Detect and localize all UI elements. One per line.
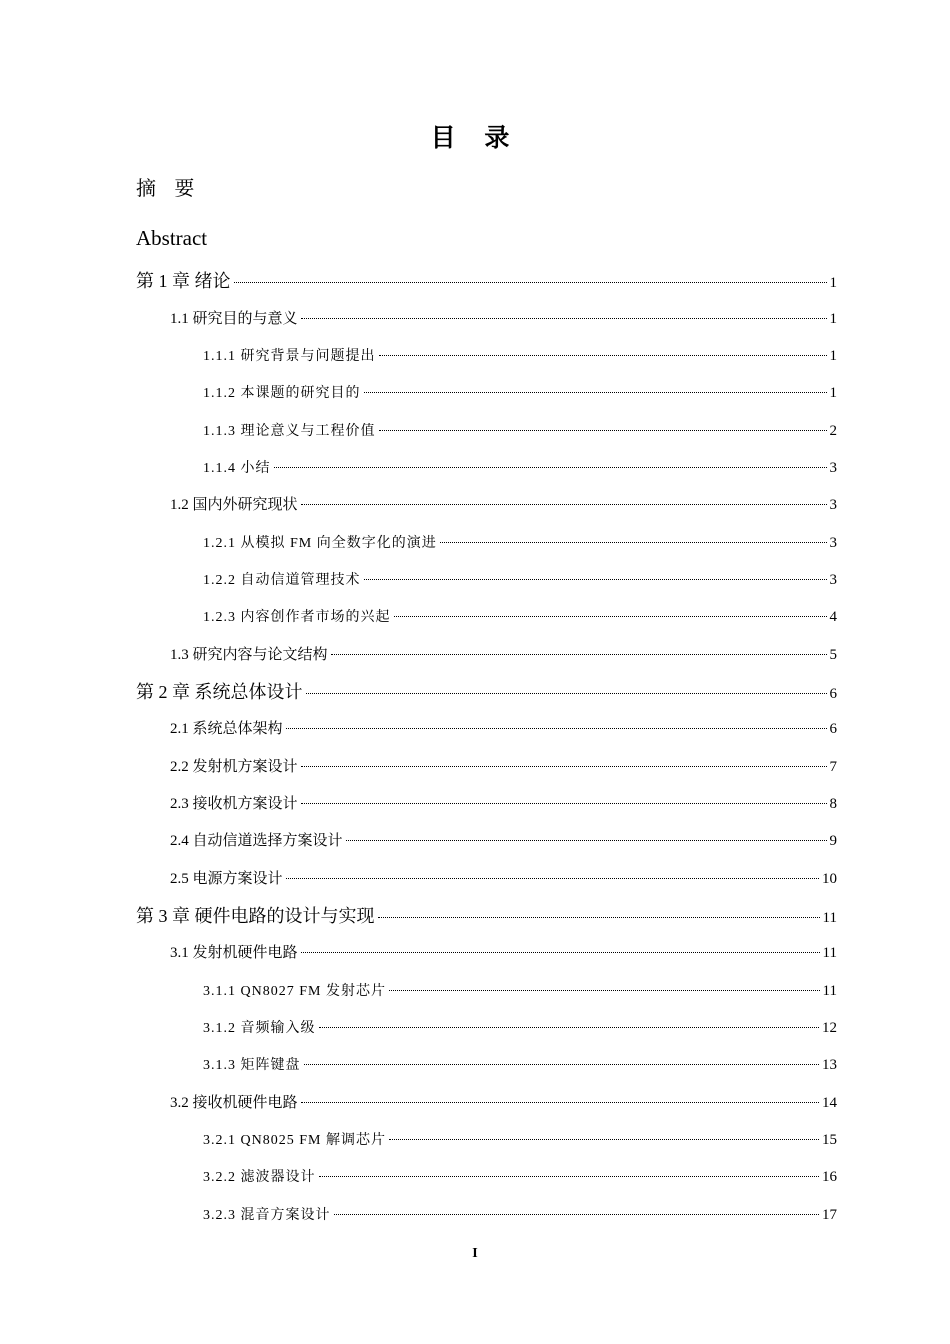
toc-entry-text: 第 2 章 系统总体设计 [136,682,303,702]
footer-page-number: I [472,1246,478,1261]
toc-entry-page: 13 [822,1057,837,1073]
toc-entry-3-1-2[interactable] [203,1014,837,1042]
toc-entry-page: 9 [829,833,837,849]
toc-entry-text: 2.5 电源方案设计 [170,871,283,887]
toc-abstract-cn: 摘 要 [136,176,201,200]
dot-leader [306,693,827,694]
toc-entry-page: 11 [822,910,837,926]
toc-entry-text: 1.3 研究内容与论文结构 [170,647,328,663]
toc-entry-page: 7 [829,759,837,775]
dot-leader [379,430,827,431]
dot-leader [319,1176,820,1177]
toc-entry-1-1-2[interactable] [203,379,837,407]
toc-entry-3-1-3[interactable] [203,1051,837,1079]
toc-entry-text: 2.3 接收机方案设计 [170,796,298,812]
toc-entry-3-2-1[interactable] [203,1126,837,1154]
toc-entry-1-1-4[interactable] [203,454,837,482]
dot-leader [389,990,820,991]
toc-entry-page: 1 [829,385,837,401]
toc-entry-text: 1.1.3 理论意义与工程价值 [203,424,376,439]
toc-entry-page: 3 [829,497,837,513]
toc-entry-page: 1 [829,275,837,291]
toc-entry-3-2[interactable] [170,1089,837,1117]
toc-entry-2-1[interactable] [170,715,837,743]
toc-entry-page: 16 [822,1169,837,1185]
dot-leader [331,654,827,655]
dot-leader [301,318,827,319]
toc-entry-1-2[interactable] [170,491,837,519]
toc-entry-page: 14 [822,1095,837,1111]
toc-entry-page: 3 [829,460,837,476]
dot-leader [301,952,820,953]
dot-leader [364,392,827,393]
dot-leader [389,1139,819,1140]
toc-entry-2-4[interactable] [170,827,837,855]
dot-leader [234,282,827,283]
dot-leader [301,504,827,505]
toc-entry-text: 3.2.2 滤波器设计 [203,1170,316,1185]
toc-title: 目 录 [430,123,520,152]
toc-entry-1-2-1[interactable] [203,529,837,557]
dot-leader [286,878,819,879]
toc-entry-page: 6 [829,721,837,737]
toc-entry-page: 11 [822,945,837,961]
toc-entry-text: 3.1.3 矩阵键盘 [203,1058,301,1073]
toc-entry-text: 1.2 国内外研究现状 [170,497,298,513]
toc-entry-text: 2.2 发射机方案设计 [170,759,298,775]
dot-leader [319,1027,820,1028]
toc-entry-2-2[interactable] [170,753,837,781]
toc-entry-1-2-3[interactable] [203,603,837,631]
toc-entry-page: 10 [822,871,837,887]
toc-entry-page: 1 [829,348,837,364]
toc-entry-page: 8 [829,796,837,812]
toc-entry-3-2-3[interactable] [203,1201,837,1229]
toc-entry-2-3[interactable] [170,790,837,818]
toc-entry-3-1-1[interactable] [203,977,837,1005]
toc-entry-1-1[interactable] [170,305,837,333]
toc-entry-3-2-2[interactable] [203,1163,837,1191]
toc-entry-text: 第 3 章 硬件电路的设计与实现 [136,906,375,926]
dot-leader [286,728,827,729]
toc-entry-text: 3.2.1 QN8025 FM 解调芯片 [203,1133,386,1148]
toc-entry-1-2-2[interactable] [203,566,837,594]
toc-entry-page: 6 [829,686,837,702]
toc-entry-text: 1.1.4 小结 [203,461,271,476]
dot-leader [301,766,827,767]
toc-entry-text: 1.1.2 本课题的研究目的 [203,386,361,401]
dot-leader [394,616,827,617]
toc-entry-text: 3.2.3 混音方案设计 [203,1208,331,1223]
toc-entry-text: 1.1 研究目的与意义 [170,311,298,327]
toc-entry-1-3[interactable] [170,641,837,669]
toc-entry-ch2[interactable] [136,678,837,706]
toc-entry-text: 3.1 发射机硬件电路 [170,945,298,961]
toc-entry-page: 11 [822,983,837,999]
toc-entry-page: 2 [829,423,837,439]
dot-leader [378,917,820,918]
toc-entry-text: 1.2.3 内容创作者市场的兴起 [203,610,391,625]
dot-leader [440,542,827,543]
dot-leader [364,579,827,580]
toc-entry-2-5[interactable] [170,865,837,893]
toc-entry-3-1[interactable] [170,939,837,967]
dot-leader [304,1064,820,1065]
toc-entry-text: 3.1.1 QN8027 FM 发射芯片 [203,984,386,999]
toc-entry-text: 1.1.1 研究背景与问题提出 [203,349,376,364]
toc-entry-text: 第 1 章 绪论 [136,271,231,291]
toc-entry-text: 2.1 系统总体架构 [170,721,283,737]
toc-entry-text: 1.2.1 从模拟 FM 向全数字化的演进 [203,536,437,551]
toc-entry-page: 5 [829,647,837,663]
toc-abstract-en: Abstract [136,226,208,250]
toc-entry-page: 17 [822,1207,837,1223]
toc-entry-page: 4 [829,609,837,625]
toc-entry-page: 3 [829,535,837,551]
toc-entry-page: 15 [822,1132,837,1148]
toc-entry-ch1[interactable] [136,267,837,295]
dot-leader [334,1214,820,1215]
toc-entry-1-1-3[interactable] [203,417,837,445]
toc-entry-text: 3.1.2 音频输入级 [203,1021,316,1036]
dot-leader [301,803,827,804]
toc-entry-ch3[interactable] [136,902,837,930]
toc-entry-page: 1 [829,311,837,327]
toc-entry-text: 2.4 自动信道选择方案设计 [170,833,343,849]
toc-entry-1-1-1[interactable] [203,342,837,370]
toc-entry-text: 3.2 接收机硬件电路 [170,1095,298,1111]
toc-entry-text: 1.2.2 自动信道管理技术 [203,573,361,588]
toc-entry-page: 12 [822,1020,837,1036]
dot-leader [274,467,827,468]
dot-leader [379,355,827,356]
toc-entry-page: 3 [829,572,837,588]
dot-leader [346,840,827,841]
dot-leader [301,1102,819,1103]
